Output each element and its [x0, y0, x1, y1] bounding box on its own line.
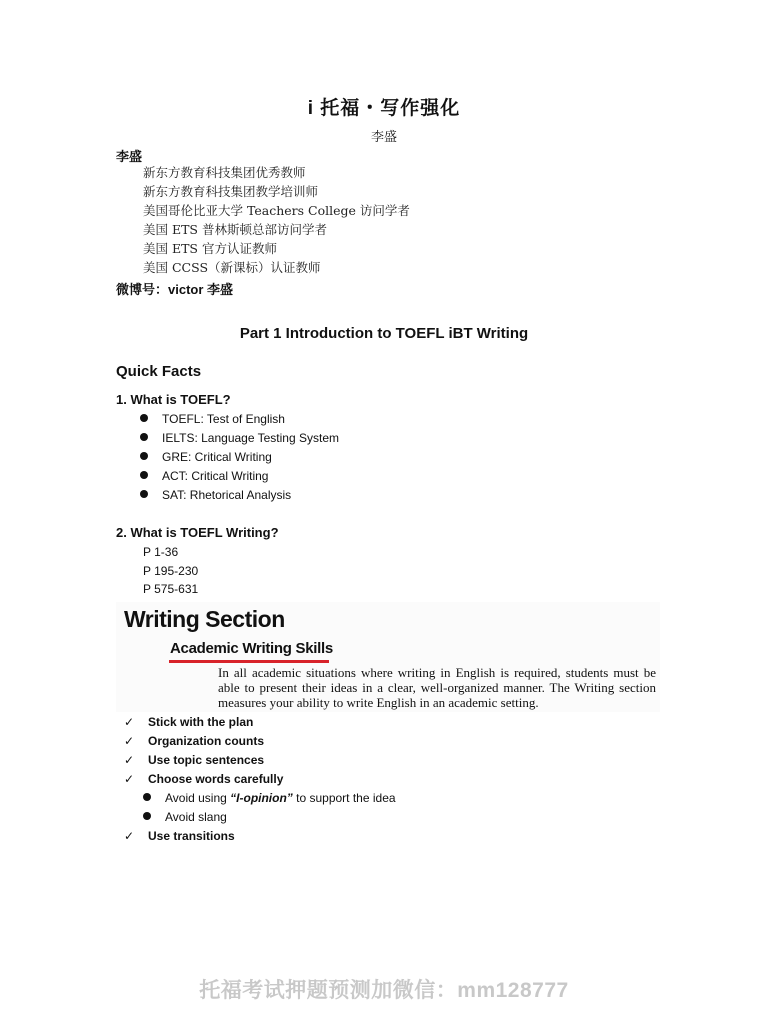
- check-icon: ✓: [124, 772, 135, 786]
- question-2-heading: 2. What is TOEFL Writing?: [116, 525, 279, 540]
- tip-item: [124, 751, 283, 770]
- tip-text: Use transitions: [148, 829, 235, 843]
- sub-item: [143, 808, 396, 827]
- tip-text: Choose words carefully: [148, 772, 284, 786]
- question-1-heading: 1. What is TOEFL?: [116, 392, 231, 407]
- check-icon: ✓: [124, 829, 135, 843]
- check-icon: ✓: [124, 715, 135, 729]
- tip-text: Stick with the plan: [148, 715, 254, 729]
- credential-item: 美国 ETS 官方认证教师: [143, 241, 277, 256]
- credential-item: 美国哥伦比亚大学 Teachers College 访问学者: [143, 203, 410, 218]
- bullet-icon: [140, 433, 148, 441]
- bullet-icon: [140, 471, 148, 479]
- quick-facts-heading: Quick Facts: [116, 363, 202, 380]
- credential-item: 美国 CCSS（新课标）认证教师: [143, 260, 321, 275]
- tip-item: [124, 827, 235, 846]
- bio-name: 李盛: [116, 149, 143, 164]
- tip-item: [124, 770, 283, 789]
- sub-item-emphasis: “I-opinion”: [230, 791, 293, 805]
- bullet-icon: [140, 414, 148, 422]
- tip-text: Use topic sentences: [148, 753, 265, 767]
- list-item-text: IELTS: Language Testing System: [162, 431, 339, 445]
- list-item: [140, 486, 339, 505]
- weibo-handle: 微博号：victor 李盛: [116, 282, 234, 297]
- credential-item: 美国 ETS 普林斯顿总部访问学者: [143, 222, 327, 237]
- tip-sub-list: [143, 789, 396, 827]
- excerpt-underline: [169, 660, 329, 663]
- tip-text: Organization counts: [148, 734, 265, 748]
- watermark-text: 托福考试押题预测加微信：mm128777: [199, 979, 569, 1002]
- excerpt-title: Writing Section: [124, 606, 285, 632]
- test-list: [140, 410, 339, 505]
- list-item-text: TOEFL: Test of English: [162, 412, 285, 426]
- list-item-text: SAT: Rhetorical Analysis: [162, 488, 292, 502]
- sub-item-text: Avoid using: [165, 791, 231, 805]
- page-reference: P 1-36: [143, 545, 179, 559]
- tips-list-end: [124, 827, 235, 846]
- sub-item-text: Avoid slang: [165, 810, 227, 824]
- scanned-excerpt: [116, 602, 660, 712]
- list-item: [140, 467, 339, 486]
- sub-item: [143, 789, 396, 808]
- list-item: [140, 429, 339, 448]
- check-icon: ✓: [124, 753, 135, 767]
- page-reference: P 575-631: [143, 582, 199, 596]
- credential-list: [143, 163, 410, 277]
- page-reference-list: [143, 543, 198, 599]
- bullet-icon: [143, 812, 151, 820]
- sub-item-text: to support the idea: [292, 791, 396, 805]
- document-author: 李盛: [370, 130, 397, 145]
- tips-list: [124, 713, 283, 789]
- bullet-icon: [140, 490, 148, 498]
- document-title: i 托福・写作强化: [307, 98, 461, 119]
- list-item: [140, 410, 339, 429]
- page-reference: P 195-230: [143, 563, 199, 578]
- check-icon: ✓: [124, 734, 135, 748]
- excerpt-body: In all academic situations where writing in English is required, students must be able to present their ideas in a clear, well-organized manner. The Writing section measures your ability to write English in an academic setting.: [218, 665, 656, 710]
- tip-item: [124, 732, 283, 751]
- list-item-text: ACT: Critical Writing: [162, 469, 269, 483]
- bullet-icon: [140, 452, 148, 460]
- credential-item: 新东方教育科技集团优秀教师: [143, 165, 306, 180]
- credential-item: 新东方教育科技集团教学培训师: [143, 184, 319, 199]
- list-item-text: GRE: Critical Writing: [162, 450, 272, 464]
- list-item: [140, 448, 339, 467]
- excerpt-subtitle: Academic Writing Skills: [170, 640, 333, 657]
- part-title: Part 1 Introduction to TOEFL iBT Writing: [239, 325, 529, 342]
- bullet-icon: [143, 793, 151, 801]
- tip-item: [124, 713, 283, 732]
